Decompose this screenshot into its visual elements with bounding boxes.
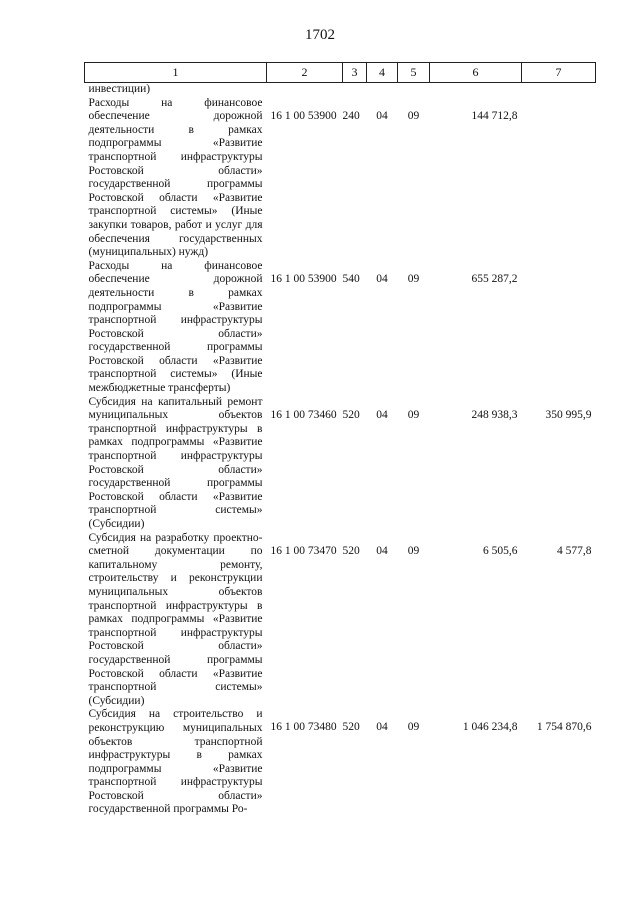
row-col3: 520 — [342, 721, 360, 734]
row-col7: 350 995,9 — [545, 408, 592, 421]
row-description: Субсидия на разработку проектно-сметной документации по капитальному ремонту, строительству и реконструкции муниципальных объектов транспортной инфраструктуры в рамках подпрограммы «Развитие транспортной инфраструктуры Ростовской области» государственной программы Ростовской области «Развитие транспортной системы» (Субсидии) — [88, 531, 263, 707]
header-col-1: 1 — [85, 63, 267, 83]
continuation-text: инвестиции) — [88, 83, 151, 95]
row-col6: 6 505,6 — [483, 544, 518, 557]
table-row — [85, 396, 596, 532]
row-col7: 1 754 870,6 — [536, 721, 592, 734]
row-col3: 240 — [342, 109, 360, 122]
page-number: 1702 — [305, 27, 335, 43]
row-description: Субсидия на капитальный ремонт муниципальных объектов транспортной инфраструктуры в рамках подпрограммы «Развитие транспортной инфраструктуры Ростовской области» государственной программы Ростовской области «Развитие транспортной системы» (Субсидии) — [88, 395, 263, 530]
row-code: 16 1 00 53900 — [270, 272, 337, 285]
continuation-row — [85, 83, 596, 97]
row-code: 16 1 00 73470 — [270, 544, 337, 557]
row-col6: 655 287,2 — [471, 272, 518, 285]
row-description: Субсидия на строительство и реконструкцию муниципальных объектов транспортной инфраструктуры в рамках подпрограммы «Развитие транспортной инфраструктуры Ростовской области» государственной программы Ро- — [88, 708, 263, 816]
row-col5: 09 — [407, 272, 420, 285]
row-description: Расходы на финансовое обеспечение дорожной деятельности в рамках подпрограммы «Развитие транспортной инфраструктуры Ростовской области» государственной программы Ростовской области «Развитие транспортной системы» (Иные закупки товаров, работ и услуг для обеспечения государственных (муниципальных) нужд) — [88, 96, 263, 259]
header-col-3: 3 — [343, 63, 367, 83]
header-col-7: 7 — [522, 63, 596, 83]
row-col6: 144 712,8 — [471, 109, 518, 122]
row-col5: 09 — [407, 721, 420, 734]
row-col7: 4 577,8 — [557, 544, 592, 557]
header-col-4: 4 — [367, 63, 398, 83]
row-code: 16 1 00 73460 — [270, 408, 337, 421]
header-col-2: 2 — [267, 63, 343, 83]
table-row — [85, 708, 596, 817]
row-col3: 540 — [342, 272, 360, 285]
table-row — [85, 532, 596, 709]
budget-table — [84, 62, 596, 817]
row-col6: 1 046 234,8 — [462, 721, 518, 734]
row-col4: 04 — [376, 272, 388, 285]
table-header-row — [85, 63, 596, 83]
row-col4: 04 — [376, 109, 388, 122]
row-code: 16 1 00 73480 — [270, 721, 337, 734]
row-col3: 520 — [342, 544, 360, 557]
row-col4: 04 — [376, 408, 388, 421]
row-col5: 09 — [407, 408, 420, 421]
row-col7 — [522, 260, 596, 396]
header-col-5: 5 — [398, 63, 430, 83]
row-code: 16 1 00 53900 — [270, 109, 337, 122]
header-col-6: 6 — [430, 63, 522, 83]
row-col4: 04 — [376, 721, 388, 734]
row-col5: 09 — [407, 544, 420, 557]
row-col4: 04 — [376, 544, 388, 557]
row-col5: 09 — [407, 109, 420, 122]
row-description: Расходы на финансовое обеспечение дорожной деятельности в рамках подпрограммы «Развитие транспортной инфраструктуры Ростовской области» государственной программы Ростовской области «Развитие транспортной системы» (Иные межбюджетные трансферты) — [88, 259, 263, 395]
row-col3: 520 — [342, 408, 360, 421]
row-col7 — [522, 97, 596, 260]
table-row — [85, 260, 596, 396]
row-col6: 248 938,3 — [471, 408, 518, 421]
table-row — [85, 97, 596, 260]
